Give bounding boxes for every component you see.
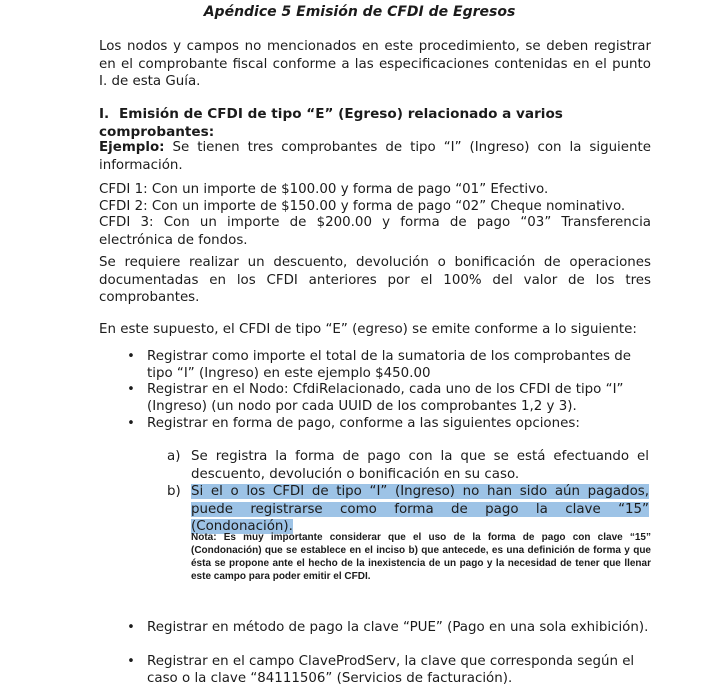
cfdi-line-1: CFDI 1: Con un importe de $100.00 y forma de pago “01” Efectivo. — [99, 182, 549, 197]
note-paragraph: Nota: Es muy importante considerar que el uso de la forma de pago con clave “15” (Condonación) que se establece en el inciso b) que antecede, es una definición de forma y que ésta se propone ante el hecho de la inexistencia de un pago y la necesidad de tener que llenar este campo para poder emitir el CFDI. — [191, 532, 651, 582]
bullet-item-3: Registrar en forma de pago, conforme a las siguientes opciones: — [147, 416, 580, 431]
example-label: Ejemplo: — [99, 140, 165, 155]
page-title: Apéndice 5 Emisión de CFDI de Egresos — [203, 4, 516, 20]
bullet-dot: • — [127, 349, 135, 364]
requirement-paragraph: Se requiere realizar un descuento, devolución o bonificación de operaciones documentadas en los CFDI anteriores por el 100% del valor de los tres comprobantes. — [99, 255, 651, 306]
section-heading-text: Emisión de CFDI de tipo “E” (Egreso) relacionado a varios comprobantes: — [99, 106, 563, 140]
bullet-item-5: Registrar en el campo ClaveProdServ, la clave que corresponda según el caso o la clave “84111506” (Servicios de facturación). — [147, 654, 635, 686]
section-heading — [99, 105, 659, 141]
intro-paragraph: Los nodos y campos no mencionados en este procedimiento, se deben registrar en el comprobante fiscal conforme a las especificaciones contenidas en el punto I. de esta Guía. — [99, 39, 651, 90]
bullet-item-4: Registrar en método de pago la clave “PUE” (Pago en una sola exhibición). — [147, 620, 649, 635]
bullet-item-2: Registrar en el Nodo: CfdiRelacionado, cada uno de los CFDI de tipo “I” (Ingreso) (un nodo por cada UUID de los comprobantes 1,2 y 3). — [147, 382, 624, 414]
cfdi-line-2: CFDI 2: Con un importe de $150.00 y forma de pago “02” Cheque nominativo. — [99, 199, 626, 214]
example-text: Se tienen tres comprobantes de tipo “I” (Ingreso) con la siguiente información. — [99, 140, 651, 173]
bullet-item-1: Registrar como importe el total de la sumatoria de los comprobantes de tipo “I” (Ingreso) en este ejemplo $450.00 — [147, 349, 632, 381]
bullet-dot: • — [127, 416, 135, 431]
example-paragraph — [99, 139, 651, 174]
sub-item-a: Se registra la forma de pago con la que se está efectuando el descuento, devolución o bonificación en su caso. — [191, 449, 649, 482]
bullet-dot: • — [127, 620, 135, 635]
sub-item-b — [191, 483, 649, 536]
cfdi-line-3: CFDI 3: Con un importe de $200.00 y forma de pago “03” Transferencia electrónica de fondos. — [99, 215, 651, 248]
sub-item-letter-b: b) — [167, 484, 181, 499]
selected-text-highlight[interactable]: Si el o los CFDI de tipo “I” (Ingreso) no han sido aún pagados, puede registrarse como forma de pago la clave “15” (Condonación). — [191, 484, 649, 535]
sub-item-letter-a: a) — [167, 449, 181, 464]
section-number: I. — [99, 106, 110, 122]
supuesto-paragraph: En este supuesto, el CFDI de tipo “E” (egreso) se emite conforme a lo siguiente: — [99, 322, 637, 337]
bullet-dot: • — [127, 382, 135, 397]
bullet-dot: • — [127, 654, 135, 669]
